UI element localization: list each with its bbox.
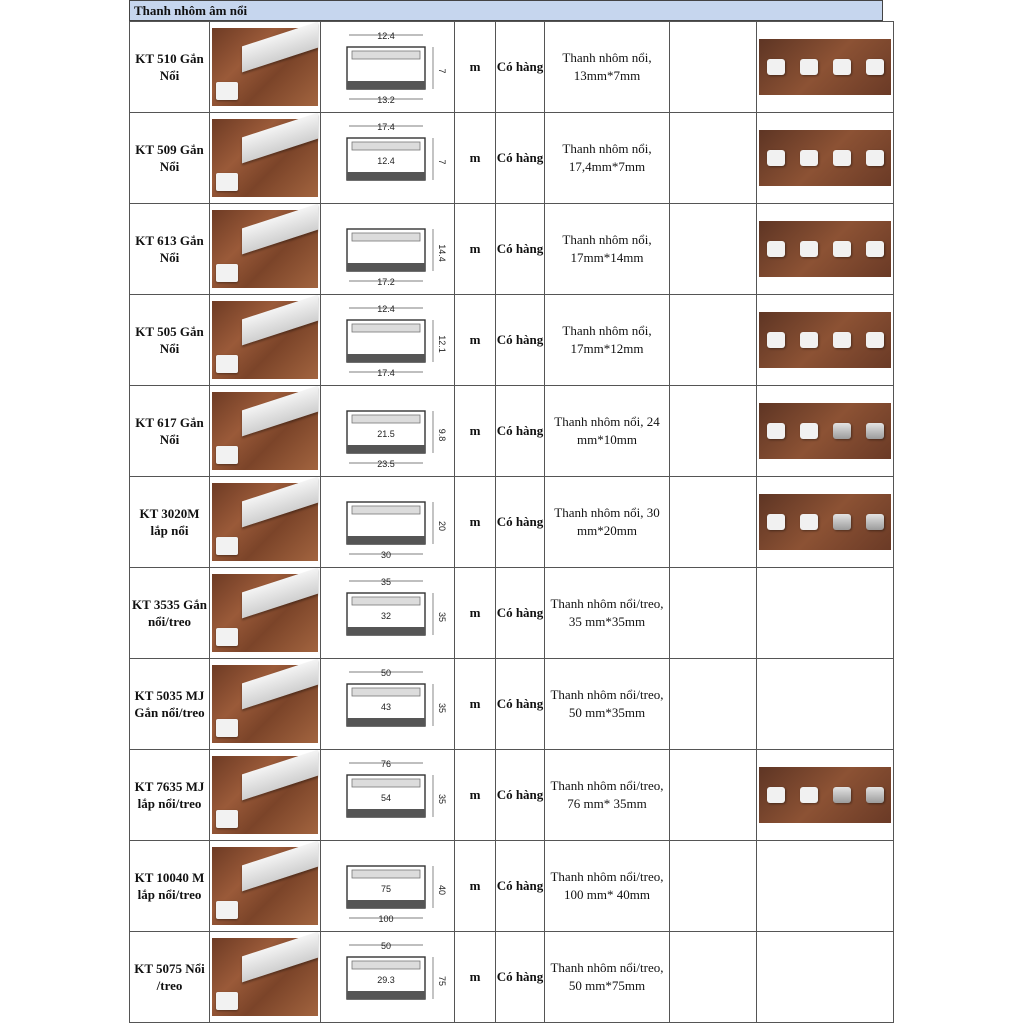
accessory-cell xyxy=(757,22,894,113)
dim-top: 50 xyxy=(380,668,391,678)
profile-base xyxy=(347,627,425,635)
note-cell xyxy=(670,386,757,477)
diffuser-cover xyxy=(352,597,420,605)
diffuser-cover xyxy=(352,324,420,332)
dim-bottom: 13.2 xyxy=(376,95,395,105)
dim-bottom: 30 xyxy=(380,550,391,560)
accessory-cell xyxy=(757,932,894,1023)
profile-drawing xyxy=(325,389,451,473)
table-row xyxy=(130,932,894,1023)
section-title: Thanh nhôm âm nổi xyxy=(129,0,883,21)
product-photo xyxy=(212,847,318,925)
product-photo-cell xyxy=(210,750,321,841)
dim-side: 12.1 xyxy=(436,335,447,353)
note-cell xyxy=(670,568,757,659)
end-cap-piece xyxy=(767,59,785,75)
profile-drawing xyxy=(325,571,451,655)
unit: m xyxy=(455,386,496,477)
accessory-cell xyxy=(757,659,894,750)
product-photo xyxy=(212,938,318,1016)
dim-inner: 32 xyxy=(380,611,391,621)
profile-base xyxy=(347,900,425,908)
profile-drawing-cell xyxy=(321,386,455,477)
dim-inner: 21.5 xyxy=(376,429,395,439)
table-row xyxy=(130,477,894,568)
accessory-photo xyxy=(759,312,891,368)
note-cell xyxy=(670,841,757,932)
note-cell xyxy=(670,932,757,1023)
product-code: KT 3535 Gắn nổi/treo xyxy=(130,568,210,659)
product-code: KT 5075 Nổi /treo xyxy=(130,932,210,1023)
product-photo-cell xyxy=(210,932,321,1023)
description: Thanh nhôm nổi/treo, 100 mm* 40mm xyxy=(545,841,670,932)
end-cap-piece xyxy=(833,423,851,439)
profile-drawing-cell xyxy=(321,750,455,841)
end-cap-piece xyxy=(800,787,818,803)
table-row xyxy=(130,295,894,386)
diffuser-cover xyxy=(352,51,420,59)
unit: m xyxy=(455,932,496,1023)
dim-inner: 43 xyxy=(380,702,391,712)
profile-drawing xyxy=(325,935,451,1019)
dim-side: 40 xyxy=(436,884,447,896)
diffuser-cover xyxy=(352,233,420,241)
stock-status: Có hàng xyxy=(496,386,545,477)
description: Thanh nhôm nổi, 17,4mm*7mm xyxy=(545,113,670,204)
table-row xyxy=(130,841,894,932)
stock-status: Có hàng xyxy=(496,659,545,750)
stock-status: Có hàng xyxy=(496,22,545,113)
product-code: KT 5035 MJ Gắn nổi/treo xyxy=(130,659,210,750)
table-row xyxy=(130,204,894,295)
diffuser-cover xyxy=(352,142,420,150)
end-cap-piece xyxy=(833,241,851,257)
product-photo-cell xyxy=(210,295,321,386)
accessory-photo xyxy=(759,221,891,277)
end-cap-piece xyxy=(800,423,818,439)
product-photo xyxy=(212,392,318,470)
table-row xyxy=(130,568,894,659)
diffuser-cover xyxy=(352,870,420,878)
dim-top: 76 xyxy=(380,759,391,769)
description: Thanh nhôm nổi/treo, 50 mm*75mm xyxy=(545,932,670,1023)
dim-bottom: 23.5 xyxy=(376,459,395,469)
note-cell xyxy=(670,659,757,750)
product-photo xyxy=(212,301,318,379)
accessory-photo xyxy=(759,130,891,186)
diffuser-cover xyxy=(352,415,420,423)
end-cap-piece xyxy=(833,59,851,75)
note-cell xyxy=(670,204,757,295)
dim-inner: 54 xyxy=(380,793,391,803)
profile-drawing-cell xyxy=(321,204,455,295)
stock-status: Có hàng xyxy=(496,750,545,841)
dim-side: 14.4 xyxy=(436,244,447,262)
end-cap-piece xyxy=(800,332,818,348)
profile-base xyxy=(347,445,425,453)
dim-side: 35 xyxy=(436,702,447,714)
profile-drawing-cell xyxy=(321,477,455,568)
diffuser-cover xyxy=(352,688,420,696)
profile-drawing xyxy=(325,116,451,200)
diffuser-cover xyxy=(352,779,420,787)
dim-inner: 12.4 xyxy=(376,156,395,166)
profile-base xyxy=(347,172,425,180)
dim-side: 75 xyxy=(436,975,447,987)
end-cap-piece xyxy=(800,241,818,257)
end-cap-piece xyxy=(767,787,785,803)
accessory-photo xyxy=(759,494,891,550)
end-cap-piece xyxy=(833,514,851,530)
table-row xyxy=(130,659,894,750)
accessory-cell xyxy=(757,295,894,386)
stock-status: Có hàng xyxy=(496,477,545,568)
unit: m xyxy=(455,204,496,295)
description: Thanh nhôm nổi/treo, 76 mm* 35mm xyxy=(545,750,670,841)
profile-drawing xyxy=(325,753,451,837)
dim-side: 9.8 xyxy=(436,428,447,442)
accessory-cell xyxy=(757,386,894,477)
product-code: KT 509 Gắn Nổi xyxy=(130,113,210,204)
end-cap-piece xyxy=(866,332,884,348)
product-sheet xyxy=(129,0,883,1023)
unit: m xyxy=(455,750,496,841)
product-photo xyxy=(212,483,318,561)
unit: m xyxy=(455,568,496,659)
dim-side: 35 xyxy=(436,793,447,805)
end-cap-piece xyxy=(866,241,884,257)
profile-base xyxy=(347,809,425,817)
profile-drawing xyxy=(325,25,451,109)
stock-status: Có hàng xyxy=(496,932,545,1023)
accessory-photo xyxy=(759,403,891,459)
description: Thanh nhôm nổi/treo, 35 mm*35mm xyxy=(545,568,670,659)
stock-status: Có hàng xyxy=(496,841,545,932)
product-table xyxy=(129,21,894,1023)
end-cap-piece xyxy=(866,59,884,75)
product-code: KT 617 Gắn Nổi xyxy=(130,386,210,477)
profile-drawing xyxy=(325,480,451,564)
profile-drawing-cell xyxy=(321,295,455,386)
profile-drawing-cell xyxy=(321,659,455,750)
end-cap-piece xyxy=(767,423,785,439)
profile-drawing xyxy=(325,207,451,291)
note-cell xyxy=(670,113,757,204)
dim-side: 7 xyxy=(436,68,447,74)
end-cap-piece xyxy=(866,150,884,166)
stock-status: Có hàng xyxy=(496,204,545,295)
product-code: KT 505 Gắn Nổi xyxy=(130,295,210,386)
accessory-cell xyxy=(757,841,894,932)
note-cell xyxy=(670,477,757,568)
profile-drawing-cell xyxy=(321,22,455,113)
table-row xyxy=(130,750,894,841)
table-row xyxy=(130,22,894,113)
unit: m xyxy=(455,22,496,113)
dim-top: 17.4 xyxy=(376,122,395,132)
profile-base xyxy=(347,81,425,89)
profile-drawing xyxy=(325,298,451,382)
table-row xyxy=(130,386,894,477)
profile-base xyxy=(347,991,425,999)
product-photo xyxy=(212,119,318,197)
accessory-photo xyxy=(759,767,891,823)
unit: m xyxy=(455,477,496,568)
profile-drawing-cell xyxy=(321,841,455,932)
end-cap-piece xyxy=(833,332,851,348)
product-photo-cell xyxy=(210,113,321,204)
dim-bottom: 17.2 xyxy=(376,277,395,287)
dim-top: 50 xyxy=(380,941,391,951)
description: Thanh nhôm nổi/treo, 50 mm*35mm xyxy=(545,659,670,750)
table-row xyxy=(130,113,894,204)
profile-drawing xyxy=(325,844,451,928)
accessory-cell xyxy=(757,113,894,204)
product-photo xyxy=(212,210,318,288)
end-cap-piece xyxy=(767,150,785,166)
product-photo xyxy=(212,665,318,743)
end-cap-piece xyxy=(767,332,785,348)
product-photo-cell xyxy=(210,477,321,568)
dim-bottom: 100 xyxy=(377,914,394,924)
product-photo-cell xyxy=(210,841,321,932)
unit: m xyxy=(455,113,496,204)
dim-side: 35 xyxy=(436,611,447,623)
product-photo-cell xyxy=(210,568,321,659)
profile-drawing-cell xyxy=(321,113,455,204)
dim-bottom: 17.4 xyxy=(376,368,395,378)
description: Thanh nhôm nổi, 30 mm*20mm xyxy=(545,477,670,568)
profile-drawing xyxy=(325,662,451,746)
unit: m xyxy=(455,295,496,386)
dim-top: 12.4 xyxy=(376,304,395,314)
profile-base xyxy=(347,718,425,726)
description: Thanh nhôm nổi, 24 mm*10mm xyxy=(545,386,670,477)
accessory-cell xyxy=(757,568,894,659)
dim-top: 35 xyxy=(380,577,391,587)
profile-base xyxy=(347,536,425,544)
end-cap-piece xyxy=(800,59,818,75)
end-cap-piece xyxy=(800,514,818,530)
accessory-photo xyxy=(759,39,891,95)
accessory-cell xyxy=(757,477,894,568)
product-code: KT 510 Gắn Nổi xyxy=(130,22,210,113)
end-cap-piece xyxy=(833,787,851,803)
description: Thanh nhôm nổi, 17mm*14mm xyxy=(545,204,670,295)
product-photo-cell xyxy=(210,204,321,295)
note-cell xyxy=(670,750,757,841)
product-code: KT 613 Gắn Nổi xyxy=(130,204,210,295)
product-code: KT 3020M lắp nổi xyxy=(130,477,210,568)
dim-side: 20 xyxy=(436,520,447,532)
accessory-cell xyxy=(757,750,894,841)
product-photo xyxy=(212,28,318,106)
product-photo-cell xyxy=(210,386,321,477)
product-code: KT 10040 M lắp nổi/treo xyxy=(130,841,210,932)
unit: m xyxy=(455,841,496,932)
end-cap-piece xyxy=(767,241,785,257)
note-cell xyxy=(670,295,757,386)
dim-top: 12.4 xyxy=(376,31,395,41)
note-cell xyxy=(670,22,757,113)
profile-drawing-cell xyxy=(321,932,455,1023)
stock-status: Có hàng xyxy=(496,568,545,659)
description: Thanh nhôm nổi, 13mm*7mm xyxy=(545,22,670,113)
unit: m xyxy=(455,659,496,750)
accessory-cell xyxy=(757,204,894,295)
end-cap-piece xyxy=(866,787,884,803)
product-photo-cell xyxy=(210,22,321,113)
stock-status: Có hàng xyxy=(496,295,545,386)
product-photo xyxy=(212,574,318,652)
dim-side: 7 xyxy=(436,159,447,165)
product-code: KT 7635 MJ lắp nổi/treo xyxy=(130,750,210,841)
end-cap-piece xyxy=(800,150,818,166)
product-photo-cell xyxy=(210,659,321,750)
stock-status: Có hàng xyxy=(496,113,545,204)
product-photo xyxy=(212,756,318,834)
description: Thanh nhôm nổi, 17mm*12mm xyxy=(545,295,670,386)
diffuser-cover xyxy=(352,506,420,514)
profile-base xyxy=(347,354,425,362)
end-cap-piece xyxy=(866,423,884,439)
diffuser-cover xyxy=(352,961,420,969)
end-cap-piece xyxy=(767,514,785,530)
end-cap-piece xyxy=(833,150,851,166)
end-cap-piece xyxy=(866,514,884,530)
dim-inner: 75 xyxy=(380,884,391,894)
dim-inner: 29.3 xyxy=(376,975,395,985)
profile-drawing-cell xyxy=(321,568,455,659)
profile-base xyxy=(347,263,425,271)
